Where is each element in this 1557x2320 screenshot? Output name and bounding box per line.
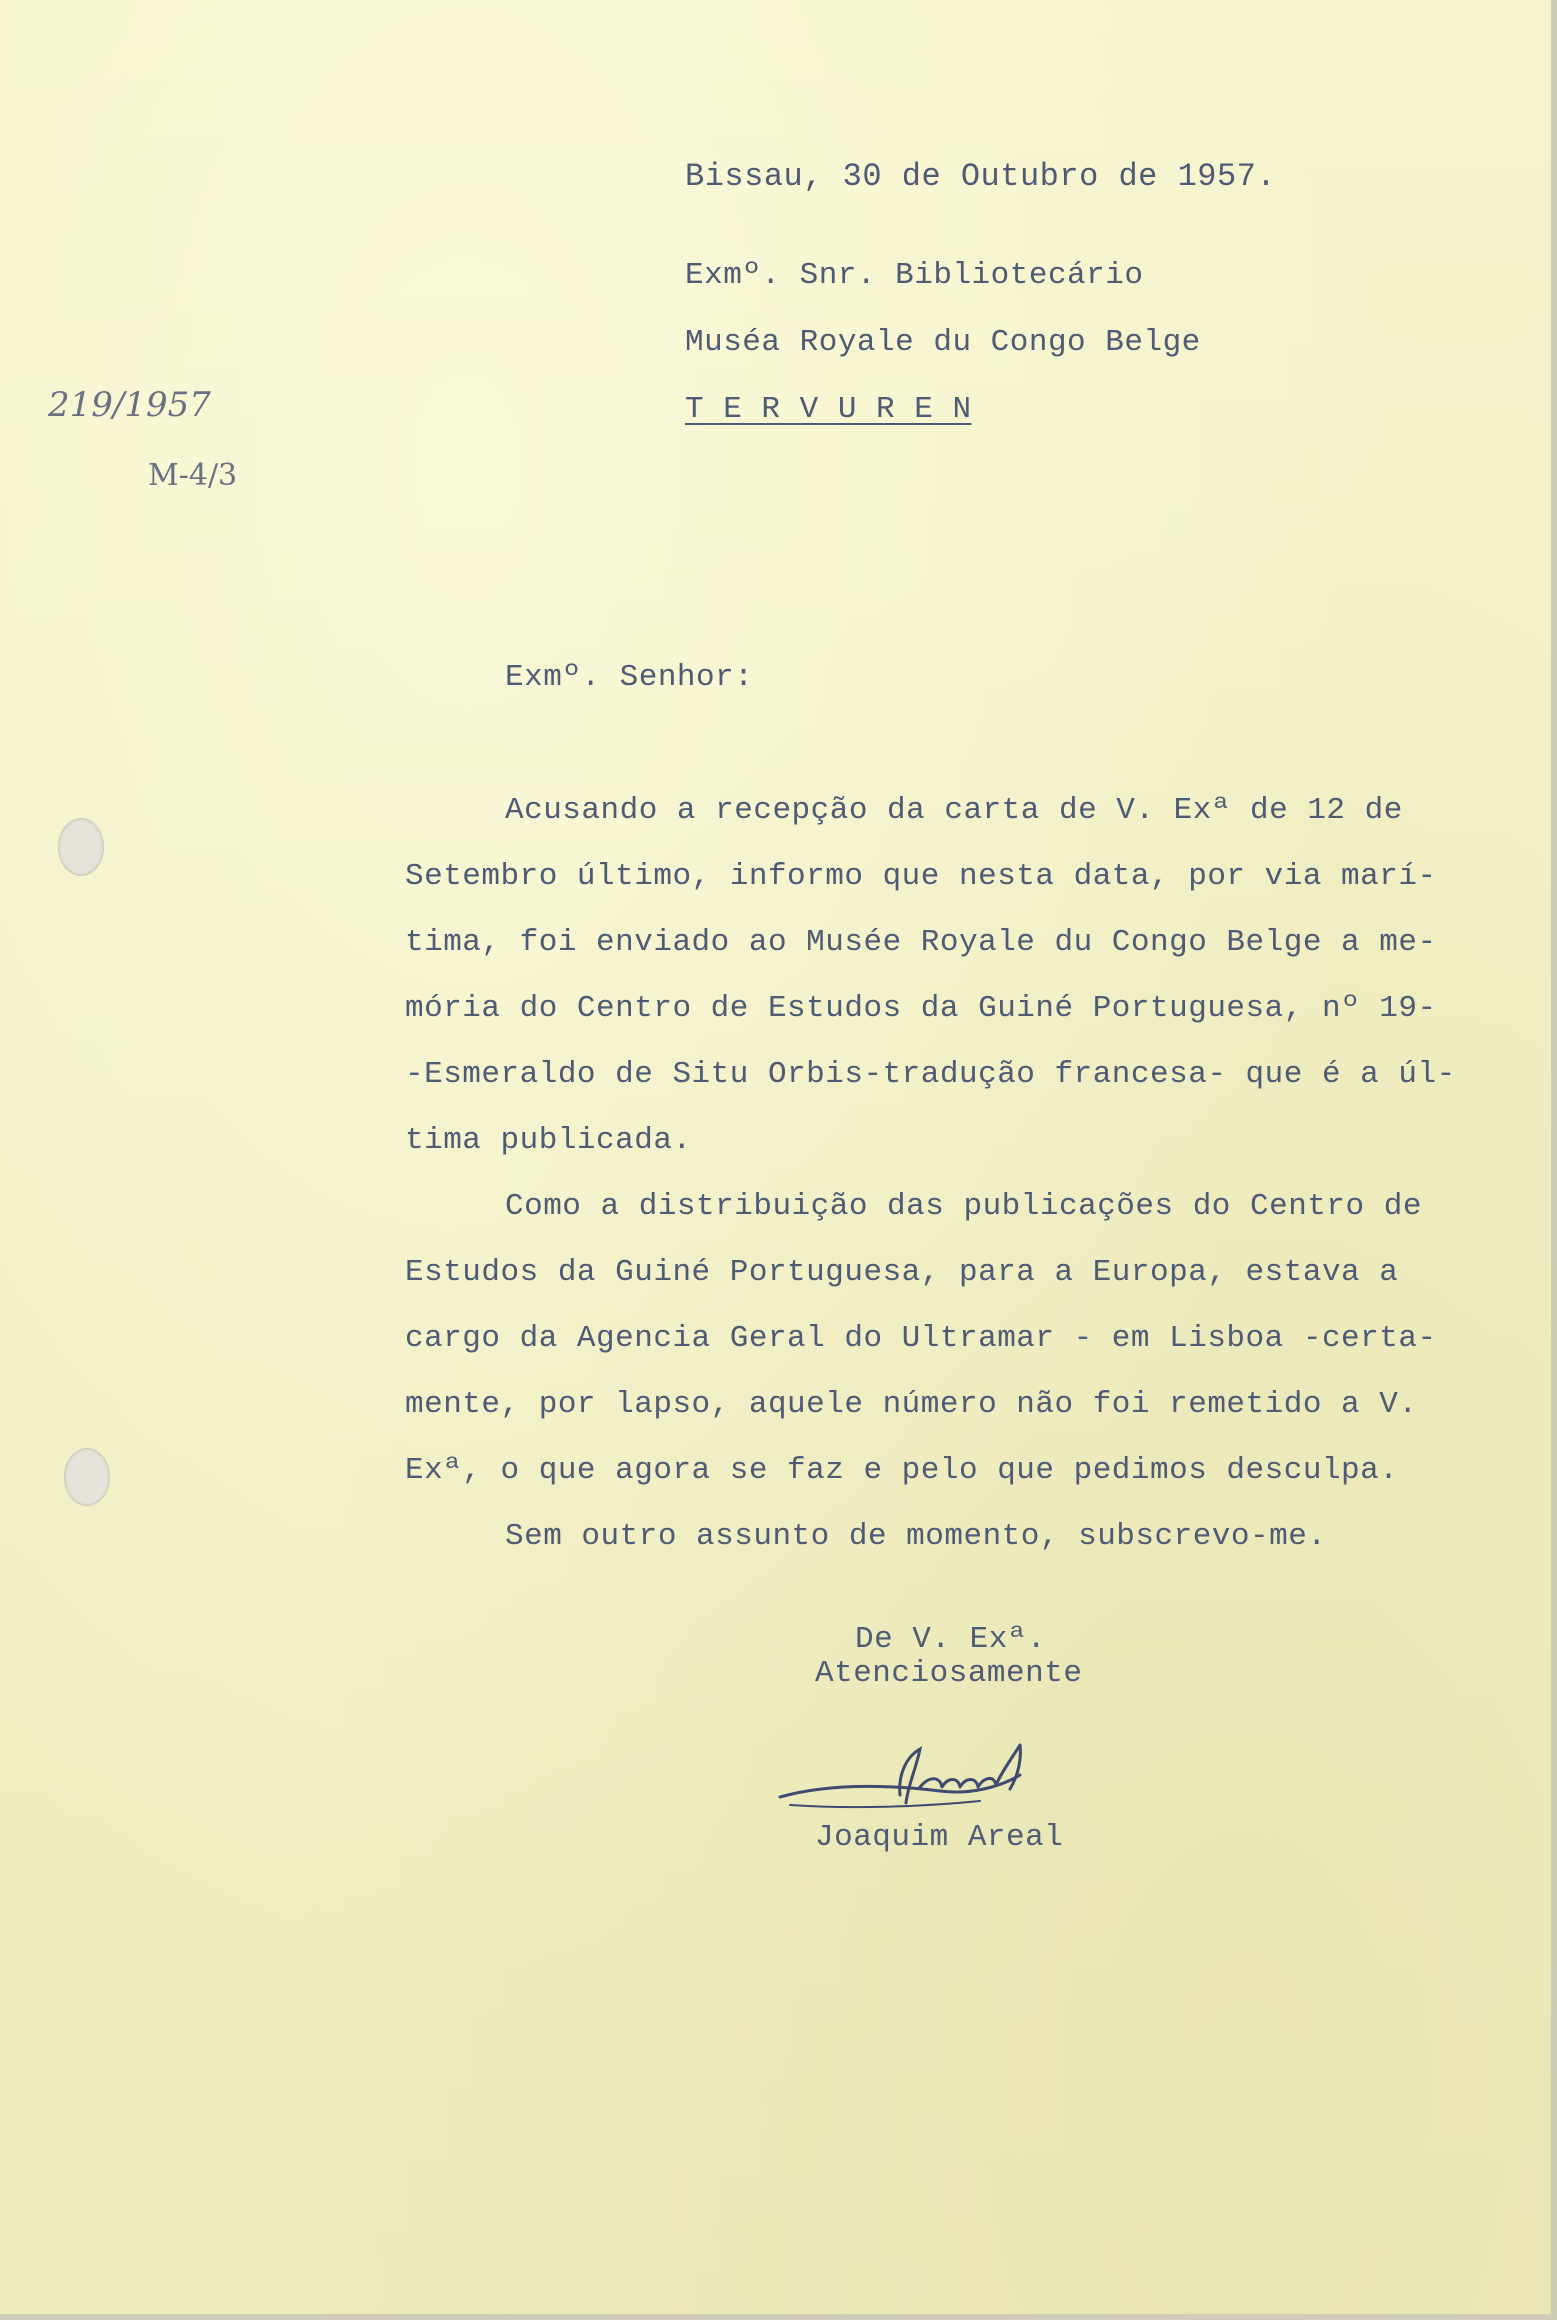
salutation: Exmº. Senhor: xyxy=(505,660,754,695)
paragraph1-line: tima, foi enviado ao Musée Royale du Congo Belge a me- xyxy=(405,925,1437,960)
page-edge-right xyxy=(1551,0,1557,2320)
recipient-city: T E R V U R E N xyxy=(685,392,972,427)
paragraph2-line: mente, por lapso, aquele número não foi remetido a V. xyxy=(405,1387,1418,1422)
paragraph1-line: Setembro último, informo que nesta data, por via marí- xyxy=(405,859,1437,894)
recipient-title: Exmº. Snr. Bibliotecário xyxy=(685,258,1144,293)
paragraph1-line: Acusando a recepção da carta de V. Exª de 12 de xyxy=(505,793,1403,828)
paragraph1-line: mória do Centro de Estudos da Guiné Portuguesa, nº 19- xyxy=(405,991,1437,1026)
signatory-name: Joaquim Areal xyxy=(815,1820,1064,1855)
punch-hole-top xyxy=(58,818,104,876)
paragraph3: Sem outro assunto de momento, subscrevo-me. xyxy=(505,1519,1327,1554)
paragraph2-line: Como a distribuição das publicações do Centro de xyxy=(505,1189,1422,1224)
place-date: Bissau, 30 de Outubro de 1957. xyxy=(685,158,1277,195)
page-edge-bottom xyxy=(0,2314,1557,2320)
signature-icon xyxy=(770,1735,1090,1825)
paragraph1-line: -Esmeraldo de Situ Orbis-tradução francesa- que é a úl- xyxy=(405,1057,1456,1092)
recipient-institution: Muséa Royale du Congo Belge xyxy=(685,325,1201,360)
paragraph1-line: tima publicada. xyxy=(405,1123,692,1158)
file-code: M-4/3 xyxy=(148,458,238,493)
closing-line1: De V. Exª. xyxy=(855,1622,1047,1657)
reference-number: 219/1957 xyxy=(48,385,211,425)
paragraph2-line: Exª, o que agora se faz e pelo que pedimos desculpa. xyxy=(405,1453,1399,1488)
punch-hole-bottom xyxy=(64,1448,110,1506)
closing-line2: Atenciosamente xyxy=(815,1656,1083,1691)
paragraph2-line: cargo da Agencia Geral do Ultramar - em Lisboa -certa- xyxy=(405,1321,1437,1356)
paragraph2-line: Estudos da Guiné Portuguesa, para a Europa, estava a xyxy=(405,1255,1399,1290)
